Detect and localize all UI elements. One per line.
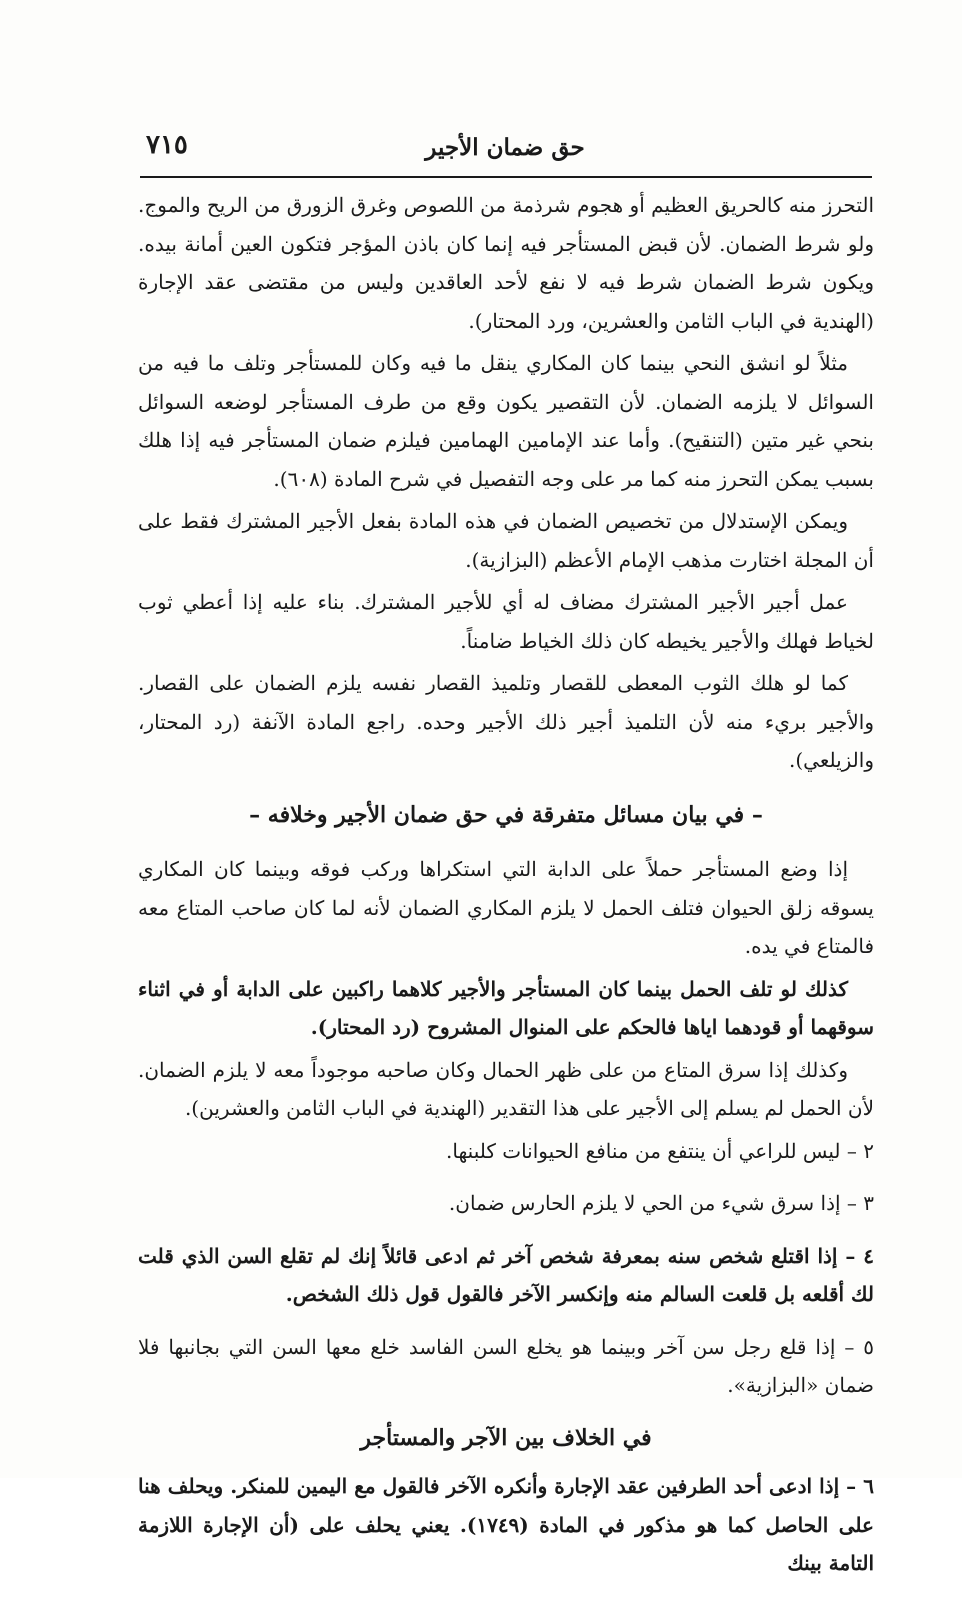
- numbered-item: ٢ – ليس للراعي أن ينتفع من منافع الحيوانات كلبنها.: [446, 1138, 874, 1163]
- numbered-item: ٤ – إذا اقتلع شخص سنه بمعرفة شخص آخر ثم ادعى قائلاً إنك لم تقلع السن الذي قلت لك أقلعه بل قلعت السالم منه وإنكسر الآخر فالقول قول ذلك الشخص.: [138, 1243, 874, 1306]
- header-rule: [140, 176, 872, 178]
- page-body: [138, 186, 874, 1597]
- paragraph: مثلاً لو انشق النحي بينما كان المكاري ينقل ما فيه وكان للمستأجر وتلف ما فيه من السوائل لا يلزمه الضمان. لأن التقصير يكون وقع من طرف المستأجر لوضعه السوائل بنحي غير متين (التنقيح). وأما عند الإمامين الهمامين فيلزم ضمان المستأجر فيه إذا هلك بسبب يمكن التحرز منه كما مر على وجه التفصيل في شرح المادة (٦٠٨).: [138, 351, 874, 491]
- page-header: [140, 128, 870, 168]
- numbered-item: ٥ – إذا قلع رجل سن آخر وبينما هو يخلع السن الفاسد خلع معها السن التي بجانبها فلا ضمان «البزازية».: [138, 1334, 874, 1397]
- numbered-item: ٣ – إذا سرق شيء من الحي لا يلزم الحارس ضمان.: [448, 1191, 874, 1215]
- paragraph: كذلك لو تلف الحمل بينما كان المستأجر والأجير كلاهما راكبين على الدابة أو في اثناء سوقهما أو قودهما اياها فالحكم على المنوال المشروح (رد المحتار).: [138, 976, 874, 1039]
- section-heading: – في بيان مسائل متفرقة في حق ضمان الأجير وخلافه –: [249, 801, 763, 828]
- paragraph: كما لو هلك الثوب المعطى للقصار وتلميذ القصار نفسه يلزم الضمان على القصار. والأجير بريء منه لأن التلميذ أجير ذلك الأجير وحده. راجع المادة الآنفة (رد المحتار، والزيلعي).: [138, 671, 874, 772]
- section-heading: في الخلاف بين الآجر والمستأجر: [360, 1424, 652, 1451]
- numbered-item: ٦ – إذا ادعى أحد الطرفين عقد الإجارة وأنكره الآخر فالقول مع اليمين للمنكر. ويحلف هنا على الحاصل كما هو مذكور في المادة (١٧٤٩). يعني يحلف على (أن الإجارة اللازمة التامة بينك: [138, 1474, 874, 1575]
- paragraph: إذا وضع المستأجر حملاً على الدابة التي استكراها وركب فوقه وبينما كان المكاري يسوقه زلق الحيوان فتلف الحمل لا يلزم المكاري الضمان لأنه لما كان صاحب المتاع معه فالمتاع في يده.: [138, 857, 874, 958]
- paragraph-continued: التحرز منه كالحريق العظيم أو هجوم شرذمة من اللصوص وغرق الزورق من الريح والموج. ولو شرط الضمان. لأن قبض المستأجر فيه إنما كان باذن المؤجر فتكون العين أمانة بيده. ويكون شرط الضمان شرط فيه لا نفع لأحد العاقدين وليس من مقتضى عقد الإجارة (الهندية في الباب الثامن والعشرين، ورد المحتار).: [138, 193, 874, 333]
- paragraph: عمل أجير الأجير المشترك مضاف له أي للأجير المشترك. بناء عليه إذا أعطي ثوب لخياط فهلك والأجير يخيطه كان ذلك الخياط ضامناً.: [138, 590, 874, 653]
- paragraph: وكذلك إذا سرق المتاع من على ظهر الحمال وكان صاحبه موجوداً معه لا يلزم الضمان. لأن الحمل لم يسلم إلى الأجير على هذا التقدير (الهندية في الباب الثامن والعشرين).: [138, 1057, 874, 1120]
- page-number: ٧١٥: [146, 130, 188, 160]
- paragraph: ويمكن الإستدلال من تخصيص الضمان في هذه المادة بفعل الأجير المشترك فقط على أن المجلة اختارت مذهب الإمام الأعظم (البزازية).: [138, 509, 874, 572]
- running-title: حق ضمان الأجير: [425, 134, 585, 161]
